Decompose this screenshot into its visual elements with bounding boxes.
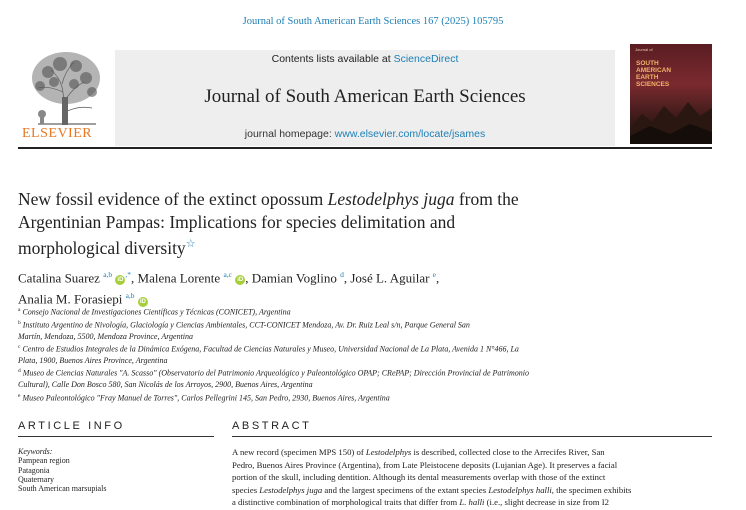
affiliation-list	[18, 305, 708, 404]
keywords-block	[18, 447, 106, 493]
title-line-1	[18, 188, 718, 211]
orcid-icon[interactable]: iD	[139, 298, 146, 305]
keywords-label: Keywords:	[18, 447, 53, 456]
author-affiliation-sup[interactable]: a,b	[103, 270, 113, 279]
cover-line: SCIENCES	[636, 81, 670, 88]
cover-line: SOUTH	[636, 60, 659, 67]
affiliation-line	[18, 366, 708, 379]
abstract-line	[232, 484, 712, 497]
affiliation-line	[18, 379, 708, 390]
journal-homepage-line	[115, 128, 615, 140]
orcid-icon[interactable]: iD	[237, 277, 244, 284]
affiliation-text: Consejo Nacional de Investigaciones Científicas y Técnicas (CONICET), Argentina	[20, 307, 291, 317]
affiliation-line	[18, 318, 708, 331]
abstract-fragment: A new record (specimen MPS 150) of	[232, 447, 366, 457]
keyword-item: Pampean region	[18, 456, 70, 466]
journal-header	[18, 42, 712, 144]
author-line-1	[18, 266, 718, 287]
affiliation-text: Museo de Ciencias Naturales "A. Scasso" (Observatorio del Patrimonio Arqueológico y Paleontológico OPAP; CRePAP; Dirección Provincial de Patrimonio	[20, 369, 529, 379]
cover-small-text: Journal of	[635, 47, 653, 52]
cover-landscape-icon	[630, 88, 712, 144]
title-footnote-star-icon[interactable]: ☆	[185, 238, 196, 250]
orcid-icon[interactable]: iD	[117, 277, 124, 284]
abstract-fragment: portion of the skull, including dentition. Although its dental measurements overlap with those of the extinct	[232, 472, 606, 483]
affiliation-sup: d	[18, 368, 21, 375]
keyword-item: South American marsupials	[18, 484, 107, 494]
affiliation-line	[18, 355, 708, 366]
abstract-line	[232, 446, 712, 459]
abstract-fragment: (i.e., slight decrease in size from I2	[484, 497, 609, 508]
abstract-heading: ABSTRACT	[232, 420, 312, 432]
journal-cover-image[interactable]	[630, 44, 712, 144]
abstract-fragment: is described, collected close to the Arrecifes River, San	[411, 447, 605, 457]
contents-available-line	[115, 53, 615, 65]
abstract-text	[232, 446, 712, 509]
sciencedirect-link[interactable]: ScienceDirect	[393, 53, 459, 65]
title-line-3	[18, 233, 718, 259]
author-affiliation-sup[interactable]: e	[432, 270, 437, 279]
abstract-line	[232, 459, 712, 472]
abstract-line	[232, 471, 712, 484]
author-name[interactable]: Malena Lorente	[137, 270, 221, 286]
affiliation-line	[18, 305, 708, 318]
affiliation-sup: b	[18, 319, 21, 326]
abstract-fragment: and the largest specimens of the extant species	[322, 484, 489, 495]
abstract-italic: Lestodelphys	[365, 447, 412, 457]
author-separator: ,	[436, 270, 440, 286]
author-affiliation-sup[interactable]: a,b	[125, 291, 135, 301]
contents-prefix: Contents lists available at	[271, 53, 394, 65]
homepage-prefix: journal homepage:	[244, 128, 335, 140]
article-info-heading: ARTICLE INFO	[18, 420, 125, 432]
author-affiliation-sup[interactable]: d	[340, 270, 344, 279]
abstract-divider	[232, 436, 712, 437]
publisher-logo-text: ELSEVIER	[22, 126, 93, 141]
author-name[interactable]: Catalina Suarez	[18, 270, 100, 286]
author-separator: ,	[343, 270, 351, 286]
title-text: morphological diversity	[18, 237, 186, 258]
affiliation-text: Cultural), Calle Don Bosco 580, San Nicolás de los Arroyos, 2900, Buenos Aires, Argentina	[18, 380, 313, 390]
corresponding-author-mark[interactable]: ,*	[125, 270, 132, 279]
author-name[interactable]: José L. Aguilar	[350, 270, 430, 286]
title-line-2: Argentinian Pampas: Implications for species delimitation and	[18, 211, 456, 232]
affiliation-text: Plata, 1900, Buenos Aires Province, Argentina	[18, 356, 168, 366]
affiliation-sup: c	[18, 344, 21, 351]
abstract-fragment: a distinctive combination of morphological traits that differ from	[232, 497, 460, 508]
abstract-italic: Lestodelphys halli	[488, 484, 552, 495]
abstract-italic: Lestodelphys juga	[259, 484, 323, 495]
affiliation-text: Martín, Mendoza, 5500, Mendoza Province, Argentina	[18, 331, 194, 341]
author-separator: ,	[245, 270, 252, 286]
title-text: from the	[454, 189, 519, 209]
title-species: Lestodelphys juga	[327, 189, 455, 209]
keyword-item: Quaternary	[18, 474, 54, 484]
cover-line: AMERICAN	[636, 67, 672, 74]
affiliation-line	[18, 391, 708, 404]
abstract-fragment: species	[232, 484, 260, 495]
author-list	[18, 266, 718, 309]
affiliation-text: Museo Paleontológico "Fray Manuel de Torres", Carlos Pellegrini 145, San Pedro, 2930, Buenos Aires, Argentina	[20, 393, 390, 403]
author-affiliation-sup[interactable]: a,c	[223, 270, 232, 279]
affiliation-line	[18, 342, 708, 355]
abstract-fragment: Pedro, Buenos Aires Province (Argentina), from Late Pleistocene deposits (Lujanian Age). It preserves a facial	[232, 459, 618, 470]
journal-banner	[115, 50, 615, 146]
article-info-divider	[18, 436, 214, 437]
cover-title	[636, 60, 671, 88]
affiliation-text: Instituto Argentino de Nivología, Glaciología y Ciencias Ambientales, CCT-CONICET Mendoza, Av. Dr. Ruiz Leal s/n, Parque General San	[20, 320, 470, 330]
article-title	[18, 188, 718, 259]
affiliation-sup: a	[18, 307, 21, 313]
title-text: New fossil evidence of the extinct opossum	[18, 189, 328, 209]
abstract-fragment: , the specimen exhibits	[551, 484, 632, 495]
affiliation-text: Centro de Estudios Integrales de la Dinámica Exógena, Facultad de Ciencias Naturales y Museo, Universidad Nacional de La Plata, Avenida 1 N°466, La	[20, 344, 519, 354]
journal-homepage-link[interactable]: www.elsevier.com/locate/jsames	[334, 128, 486, 140]
abstract-line	[232, 496, 712, 509]
journal-title: Journal of South American Earth Sciences	[204, 86, 526, 107]
author-name[interactable]: Analia M. Forasiepi	[18, 291, 123, 307]
journal-citation[interactable]: Journal of South American Earth Sciences 167 (2025) 105795	[242, 16, 504, 27]
author-separator: ,	[131, 270, 138, 286]
cover-line: EARTH	[636, 74, 659, 81]
author-name[interactable]: Damian Voglino	[251, 270, 337, 286]
header-divider	[18, 147, 712, 149]
keyword-item: Patagonia	[18, 465, 50, 475]
affiliation-sup: e	[18, 392, 21, 399]
affiliation-line	[18, 331, 708, 342]
abstract-italic: L. halli	[459, 497, 485, 508]
